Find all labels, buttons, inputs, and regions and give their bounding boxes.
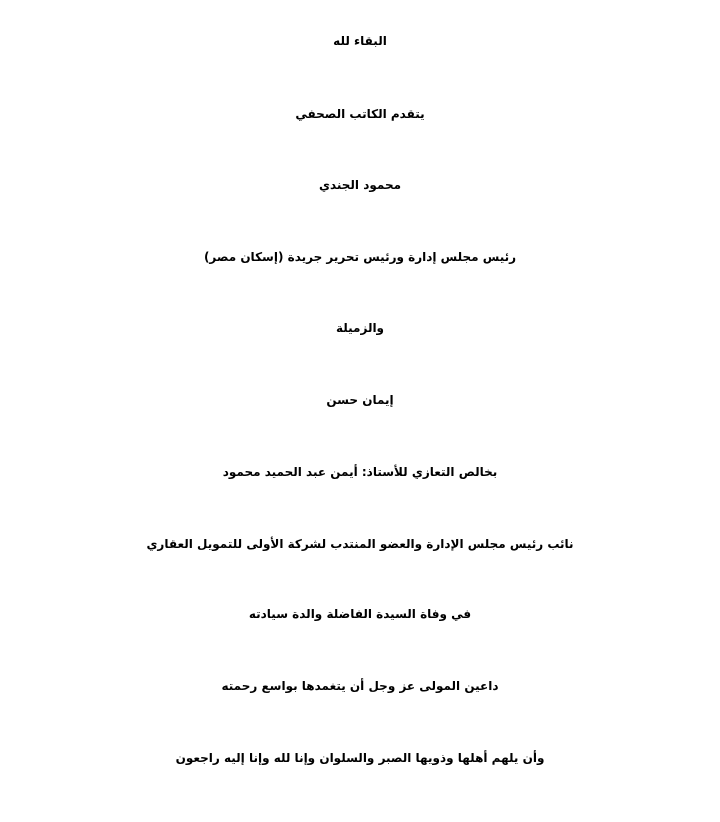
recipient-line: بخالص التعازي للأستاذ: أيمن عبد الحميد محمود xyxy=(222,465,498,479)
prayer-line: داعين المولى عز وجل أن يتغمدها بواسع رحمته xyxy=(221,679,499,693)
sender-title-line: رئيس مجلس إدارة ورئيس تحرير جريدة (إسكان مصر) xyxy=(203,250,517,264)
heading-line: البقاء لله xyxy=(333,34,387,48)
sender-name-line: محمود الجندي xyxy=(318,178,402,192)
colleague-name-line: إيمان حسن xyxy=(326,393,394,407)
deceased-line: في وفاة السيدة الفاضلة والدة سيادته xyxy=(248,607,472,621)
recipient-title-line: نائب رئيس مجلس الإدارة والعضو المنتدب لشركة الأولى للتمويل العقاري xyxy=(146,537,574,551)
closing-line: وأن يلهم أهلها وذويها الصبر والسلوان وإنا لله وإنا إليه راجعون xyxy=(175,751,545,765)
sender-intro-line: يتقدم الكاتب الصحفي xyxy=(295,107,425,121)
colleague-intro-line: والزميلة xyxy=(335,321,385,335)
